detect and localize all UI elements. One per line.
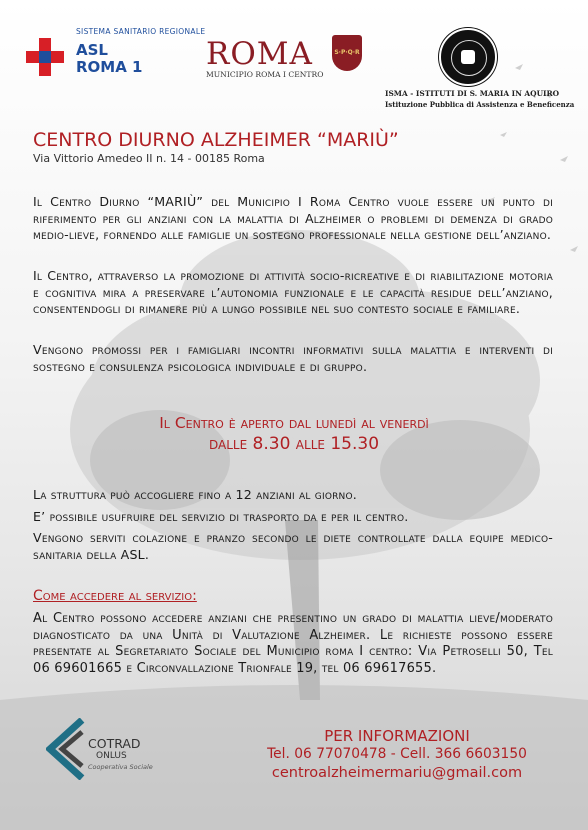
opening-hours: dalle 8.30 alle 15.30 (208, 434, 380, 454)
roma-crest-icon (332, 35, 362, 71)
intro-paragraph: Il Centro Diurno “MARIÙ” del Municipio I Roma Centro vuole essere un punto di riferimento per gli anziani con la malattia di Alzheimer o problemi di demenza di grado medio-lieve, fornendo alle famiglie un sostegno professionale nella gestione dell’anziano. (33, 194, 553, 242)
roma-crest-text: S·P·Q·R (334, 49, 360, 56)
info-heading: PER INFORMAZIONI (324, 727, 470, 745)
cotrad-name: COTRAD (88, 736, 141, 751)
cotrad-logo-icon (46, 718, 86, 780)
isma-title: ISMA - ISTITUTI DI S. MARIA IN AQUIRO (385, 89, 560, 98)
meals-line: Vengono serviti colazione e pranzo secondo le diete controllate dalla equipe medico-sanitaria della ASL. (33, 530, 553, 562)
asl-logo (26, 38, 64, 76)
info-email[interactable]: centroalzheimermariu@gmail.com (271, 765, 523, 781)
access-paragraph: Al Centro possono accedere anziani che presentino un grado di malattia lieve/moderato diagnosticato da una Unità di Valutazione Alzheimer. Le richieste possono essere presentate al Segretariato Sociale del Municipio roma I centro: Via Petroselli 50, Tel 06 69601665 e Circonvallazione Trionfale 19, tel 06 69617655. (33, 611, 553, 676)
asl-region-label: SISTEMA SANITARIO REGIONALE (76, 27, 206, 36)
isma-subtitle: Istituzione Pubblica di Assistenza e Beneficenza (385, 100, 575, 109)
asl-name-line1: ASL (76, 41, 108, 59)
isma-seal-icon (439, 28, 497, 86)
access-heading: Come accedere al servizio: (33, 588, 197, 604)
asl-name-line2: ROMA 1 (76, 58, 143, 76)
cotrad-onlus: ONLUS (96, 751, 127, 761)
center-title: CENTRO DIURNO ALZHEIMER “MARIÙ” (33, 129, 399, 151)
roma-subtitle: MUNICIPIO ROMA I CENTRO (206, 70, 324, 79)
roma-title: ROMA (206, 36, 313, 72)
family-support-paragraph: Vengono promossi per i famigliari incontri informativi sulla malattia e interventi di sostegno e consulenza psicologica individuale e di gruppo. (33, 342, 553, 374)
capacity-line: La struttura può accogliere fino a 12 anziani al giorno. (33, 487, 357, 502)
opening-days: Il Centro è aperto dal lunedì al venerdì (159, 414, 429, 432)
center-address: Via Vittorio Amedeo II n. 14 - 00185 Roma (33, 152, 265, 165)
transport-line: E’ possibile usufruire del servizio di trasporto da e per il centro. (33, 509, 409, 524)
info-phones: Tel. 06 77070478 - Cell. 366 6603150 (267, 746, 527, 762)
activities-paragraph: Il Centro, attraverso la promozione di attività socio-ricreative e di riabilitazione motoria e cognitiva mira a preservare l’autonomia funzionale e le capacità residue dell’anziano, consentendogli di rimanere più a lungo possibile nel suo contesto sociale e familiare. (33, 268, 553, 316)
cotrad-subtitle: Cooperativa Sociale (88, 763, 153, 771)
